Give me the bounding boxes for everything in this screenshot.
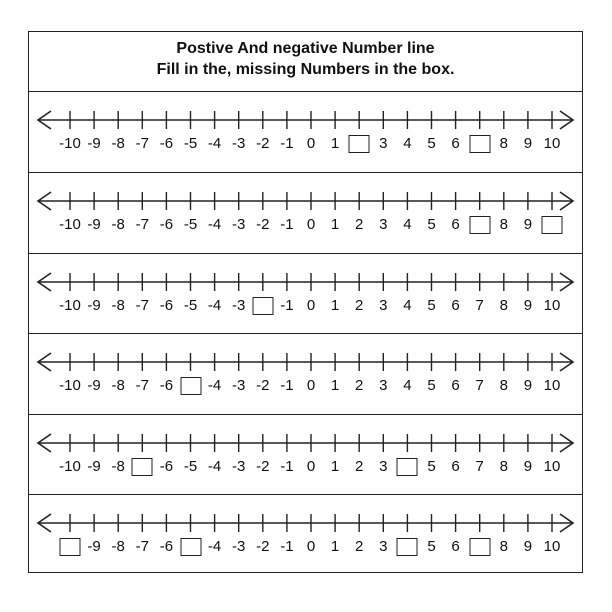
- answer-box[interactable]: [542, 216, 563, 234]
- tick-label: -9: [87, 216, 101, 234]
- tick-label: -1: [280, 538, 294, 555]
- tick-label: 3: [379, 377, 388, 395]
- tick-label: -1: [280, 216, 294, 234]
- tick-label: -7: [135, 216, 149, 234]
- tick-label: -10: [59, 216, 81, 234]
- worksheet-header: [29, 32, 582, 92]
- tick-label: 9: [523, 296, 533, 314]
- number-line-row: [29, 253, 582, 333]
- tick-label: 10: [543, 457, 561, 475]
- answer-box[interactable]: [132, 458, 153, 476]
- worksheet: [28, 31, 583, 573]
- tick-label: -6: [159, 216, 174, 234]
- tick-label: -8: [111, 296, 125, 314]
- tick-label: 4: [403, 135, 412, 152]
- tick-label: 0: [306, 296, 316, 314]
- tick-label: 2: [355, 457, 364, 475]
- tick-label: -9: [87, 296, 101, 314]
- tick-label: 6: [451, 377, 460, 395]
- tick-label: -4: [207, 216, 222, 234]
- tick-label: -10: [59, 377, 81, 395]
- answer-box[interactable]: [349, 135, 370, 153]
- tick-label: -9: [87, 538, 101, 555]
- tick-label: 8: [499, 377, 508, 395]
- tick-label: 6: [451, 216, 460, 234]
- tick-label: 2: [355, 216, 364, 234]
- tick-label: -10: [59, 135, 81, 152]
- number-line-row: [29, 172, 582, 252]
- tick-label: 0: [306, 135, 316, 152]
- tick-label: 1: [330, 216, 340, 234]
- answer-box[interactable]: [252, 297, 273, 315]
- tick-label: 5: [427, 296, 436, 314]
- tick-label: 4: [403, 216, 412, 234]
- tick-label: -4: [207, 135, 222, 152]
- answer-box[interactable]: [180, 377, 201, 395]
- tick-label: -9: [87, 457, 101, 475]
- tick-label: -8: [111, 216, 125, 234]
- number-line-row: [29, 494, 582, 574]
- tick-label: 0: [306, 216, 316, 234]
- tick-label: 5: [427, 216, 436, 234]
- tick-label: -5: [183, 296, 198, 314]
- tick-label: 9: [523, 538, 533, 555]
- tick-label: 5: [427, 457, 436, 475]
- tick-label: 7: [475, 377, 484, 395]
- tick-label: 5: [427, 377, 436, 395]
- tick-label: 6: [451, 135, 460, 152]
- tick-label: -8: [111, 457, 125, 475]
- tick-label: 4: [403, 296, 412, 314]
- number-line-row: [29, 414, 582, 494]
- answer-box[interactable]: [397, 538, 418, 556]
- tick-label: 3: [379, 135, 388, 152]
- tick-label: 1: [330, 296, 340, 314]
- tick-label: -7: [135, 538, 149, 555]
- tick-label: 10: [543, 377, 561, 395]
- tick-label: -3: [232, 538, 246, 555]
- tick-label: 2: [355, 538, 364, 555]
- tick-label: -3: [232, 377, 246, 395]
- tick-label: -8: [111, 135, 125, 152]
- tick-label: -6: [159, 296, 174, 314]
- answer-box[interactable]: [60, 538, 81, 556]
- tick-label: -1: [280, 457, 294, 475]
- tick-label: -5: [183, 216, 198, 234]
- tick-label: -7: [135, 377, 149, 395]
- tick-label: -1: [280, 377, 294, 395]
- tick-label: -4: [207, 296, 222, 314]
- tick-label: 3: [379, 457, 388, 475]
- tick-label: 3: [379, 538, 388, 555]
- tick-label: -6: [159, 457, 174, 475]
- answer-box[interactable]: [469, 135, 490, 153]
- tick-label: 7: [475, 296, 484, 314]
- tick-label: 10: [543, 538, 561, 555]
- tick-label: 8: [499, 457, 508, 475]
- tick-label: -5: [183, 135, 198, 152]
- tick-label: -2: [256, 216, 270, 234]
- tick-label: -9: [87, 377, 101, 395]
- tick-label: -4: [207, 538, 222, 555]
- worksheet-title: Postive And negative Number line: [176, 40, 435, 57]
- tick-label: 3: [379, 296, 388, 314]
- tick-label: -5: [183, 457, 198, 475]
- tick-label: -8: [111, 538, 125, 555]
- tick-label: -6: [159, 377, 174, 395]
- tick-label: -3: [232, 216, 246, 234]
- tick-label: 2: [355, 377, 364, 395]
- tick-label: -8: [111, 377, 125, 395]
- tick-label: -2: [256, 135, 270, 152]
- tick-label: -1: [280, 135, 294, 152]
- answer-box[interactable]: [180, 538, 201, 556]
- tick-label: 0: [306, 538, 316, 555]
- tick-label: -2: [256, 538, 270, 555]
- tick-label: 2: [355, 296, 364, 314]
- worksheet-instructions: Fill in the, missing Numbers in the box.: [156, 61, 455, 78]
- tick-label: 8: [499, 296, 508, 314]
- tick-label: -2: [256, 377, 270, 395]
- tick-label: -3: [232, 296, 246, 314]
- tick-label: 8: [499, 135, 508, 152]
- tick-label: 0: [306, 377, 316, 395]
- tick-label: 1: [330, 538, 340, 555]
- tick-label: 6: [451, 457, 460, 475]
- tick-label: -6: [159, 538, 174, 555]
- tick-label: -7: [135, 135, 149, 152]
- tick-label: 6: [451, 296, 460, 314]
- tick-label: -2: [256, 457, 270, 475]
- tick-label: 9: [523, 457, 533, 475]
- tick-label: 9: [523, 377, 533, 395]
- tick-label: 10: [543, 296, 561, 314]
- tick-label: -7: [135, 296, 149, 314]
- tick-label: -6: [159, 135, 174, 152]
- tick-label: 3: [379, 216, 388, 234]
- tick-label: -3: [232, 457, 246, 475]
- number-line-row: [29, 333, 582, 413]
- tick-label: 1: [330, 135, 340, 152]
- tick-label: 6: [451, 538, 460, 555]
- tick-label: 9: [523, 216, 533, 234]
- tick-label: -1: [280, 296, 294, 314]
- tick-label: 7: [475, 457, 484, 475]
- tick-label: 5: [427, 538, 436, 555]
- answer-box[interactable]: [397, 458, 418, 476]
- tick-label: 0: [306, 457, 316, 475]
- tick-label: -10: [59, 457, 81, 475]
- tick-label: 1: [330, 457, 340, 475]
- tick-label: -4: [207, 377, 222, 395]
- tick-label: 5: [427, 135, 436, 152]
- answer-box[interactable]: [469, 538, 490, 556]
- tick-label: -3: [232, 135, 246, 152]
- tick-label: -9: [87, 135, 101, 152]
- tick-label: -10: [59, 296, 81, 314]
- tick-label: 10: [543, 135, 561, 152]
- number-line-row: [29, 92, 582, 172]
- answer-box[interactable]: [469, 216, 490, 234]
- tick-label: 8: [499, 216, 508, 234]
- tick-label: -4: [207, 457, 222, 475]
- tick-label: 1: [330, 377, 340, 395]
- tick-label: 4: [403, 377, 412, 395]
- tick-label: 8: [499, 538, 508, 555]
- tick-label: 9: [523, 135, 533, 152]
